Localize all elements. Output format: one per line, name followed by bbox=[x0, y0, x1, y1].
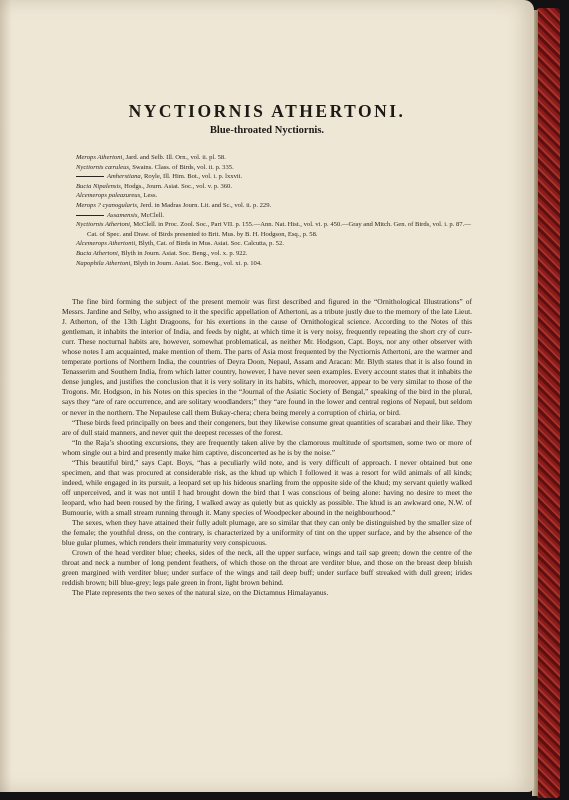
synonym-reference: Swains. Class. of Birds, vol. ii. p. 335. bbox=[130, 163, 234, 171]
synonymy-list bbox=[76, 153, 471, 268]
paragraph: The sexes, when they have attained their fully adult plumage, are so similar that they can only be distinguished by the smaller size of the female; the youthful dress, on the contrary, is characterized by a uniformity of tint on the upper surface, and by the absence of the blue gular plumes, which renders their immaturity very conspicuous. bbox=[62, 518, 472, 548]
synonym-taxon: Assamensis, bbox=[107, 211, 140, 219]
synonym-entry bbox=[76, 220, 471, 239]
synonym-reference: Blyth in Journ. Asiat. Soc. Beng., vol. x. p. 922. bbox=[119, 249, 248, 257]
synonym-reference: Royle, Ill. Him. Bot., vol. i. p. lxxvii. bbox=[142, 173, 243, 181]
article-body bbox=[62, 297, 472, 598]
synonym-entry bbox=[76, 259, 471, 269]
synonym-reference: McClell. bbox=[139, 211, 164, 219]
book-binding bbox=[536, 8, 560, 798]
synonym-reference: McClell. in Proc. Zool. Soc., Part VII. p. 155.—Ann. Nat. Hist., vol. vi. p. 450.—Gray and Mitch. Gen. of Birds, vol. i. p. 87.—Cat. of Spec. and Draw. of Birds presented to Brit. Mus. by B. H. Hodgson, Esq., p. 58. bbox=[87, 221, 471, 238]
synonym-entry bbox=[76, 191, 471, 201]
synonym-reference: Jard. and Selb. Ill. Orn., vol. ii. pl. 58. bbox=[124, 154, 226, 161]
paragraph: “These birds feed principally on bees and their congeners, but they likewise consume great quantities of scarabæi and their like. They are of dull staid manners, and never quit the deepest recesses of the forest. bbox=[62, 417, 472, 437]
synonym-entry bbox=[76, 201, 471, 211]
synonym-reference: Blyth in Journ. Asiat. Soc. Beng., vol. xi. p. 104. bbox=[131, 259, 262, 267]
synonym-taxon: Alcemerops paleazureus, bbox=[76, 192, 142, 200]
synonym-taxon: Nyctiornis cæruleus, bbox=[76, 163, 131, 171]
synonym-reference: Jerd. in Madras Journ. Lit. and Sc., vol. ii. p. 229. bbox=[138, 201, 272, 209]
paragraph: “This beautiful bird,” says Capt. Boys, “has a peculiarly wild note, and is very difficult of approach. I never obtained but one specimen, and that was procured at considerable risk, as the khud up which I followed it was a resort for wild animals of all kinds; indeed, while engaged in its pursuit, a leopard set up his hideous snarling from the opposite side of the khud; my servant quietly walked off unperceived, and it was not until I had brought down the bird that I was conscious of being alone: having no desire to meet the leopard, who had been roused by the firing, I walked away as quietly but as quickly as possible. The khud is an awkward one, N.W. of Bumourie, with a small stream running through it. Many species of Woodpecker abound in the neighbourhood.” bbox=[62, 457, 472, 517]
synonym-reference: Less. bbox=[141, 192, 158, 200]
synonym-taxon: Bucia Athertoni, bbox=[76, 249, 120, 257]
synonym-taxon: Amherstiana, bbox=[107, 173, 143, 181]
paragraph: “In the Raja’s shooting excursions, they are frequently taken alive by the clamorous multitude of sportsmen, some two or more of whom single out a bird and presently make him captive, disconcerted as he is by the noise.” bbox=[62, 437, 472, 457]
synonym-taxon: Alcemerops Athertonii, bbox=[76, 240, 137, 248]
synonym-entry bbox=[76, 172, 471, 182]
synonym-entry bbox=[76, 211, 471, 221]
synonym-taxon: Merops Athertoni, bbox=[76, 154, 124, 161]
synonym-taxon: Napophila Athertoni, bbox=[76, 259, 132, 267]
ditto-dash bbox=[76, 176, 104, 177]
paragraph: The fine bird forming the subject of the present memoir was first described and figured in the “Ornithological Illustrations” of Messrs. Jardine and Selby, who assigned to it the specific appellation of Athertoni, as a tribute justly due to the memory of the late Lieut. J. Atherton, of the 13th Light Dragoons, for his exertions in the cause of Ornithological science. According to the Notes of this gentleman, it inhabits the interior of India, and feeds by night, at which time it is very noisy, frequently repeating the short cry of curr-curr. These nocturnal habits are, however, somewhat problematical, as neither Mr. Hodgson, Capt. Boys, nor any other observer with whose notes I am acquainted, make mention of them. The parts of Asia most frequented by the Nyctiornis Athertoni, are the warmer and temperate portions of Northern India, the countries of Deyra Doon, Nepaul, Assam and Aracan: Mr. Blyth states that it is also found in Tenasserim and Southern India, from which latter country, however, I have never seen examples. Every account states that it inhabits the dense jungles, and justifies the conclusion that it is very solitary in its habits, which, moreover, appear to be very similar to those of the Trogons. Mr. Hodgson, in his Notes on this species in the “Journal of the Asiatic Society of Bengal,” speaking of the bird in the plural, says they “are of rare occurrence, and are solitary woodlanders;” they “are found in the lower and central regions of Nepaul, but seldom or never in the northern. The Nepaulese call them Bukay-chera; chera being merely a corruption of chiria, or bird. bbox=[62, 297, 472, 417]
synonym-entry bbox=[76, 182, 471, 192]
synonym-entry bbox=[76, 239, 471, 249]
synonym-entry bbox=[76, 163, 471, 173]
synonym-entry bbox=[76, 249, 471, 259]
ditto-dash bbox=[76, 215, 104, 216]
synonym-reference: Hodgs., Journ. Asiat. Soc., vol. v. p. 360. bbox=[122, 182, 233, 190]
synonym-entry bbox=[76, 153, 471, 163]
page-title: NYCTIORNIS ATHERTONI. bbox=[128, 101, 406, 121]
synonym-reference: Blyth, Cat. of Birds in Mus. Asiat. Soc. Calcutta, p. 52. bbox=[136, 240, 284, 248]
synonym-taxon: Bucia Nipalensis, bbox=[76, 182, 123, 190]
synonym-taxon: Nyctiornis Athertoni, bbox=[76, 221, 132, 229]
paragraph: The Plate represents the two sexes of the natural size, on the Dictamnus Himalayanus. bbox=[72, 588, 329, 598]
paragraph: Crown of the head verditer blue; cheeks, sides of the neck, all the upper surface, wings and tail sap green; down the centre of the throat and neck a number of long pendent feathers, of which those on the throat are verditer blue, and those on the breast deep bluish green margined with verditer blue; under surface of the wings and tail deep buff; under surface buff streaked with dull green; irides reddish brown; bill blue-grey; legs pale green in front, light brown behind. bbox=[62, 548, 472, 588]
page-subtitle: Blue-throated Nyctiornis. bbox=[209, 125, 325, 136]
synonym-taxon: Merops ? cyanogularis, bbox=[76, 201, 139, 209]
